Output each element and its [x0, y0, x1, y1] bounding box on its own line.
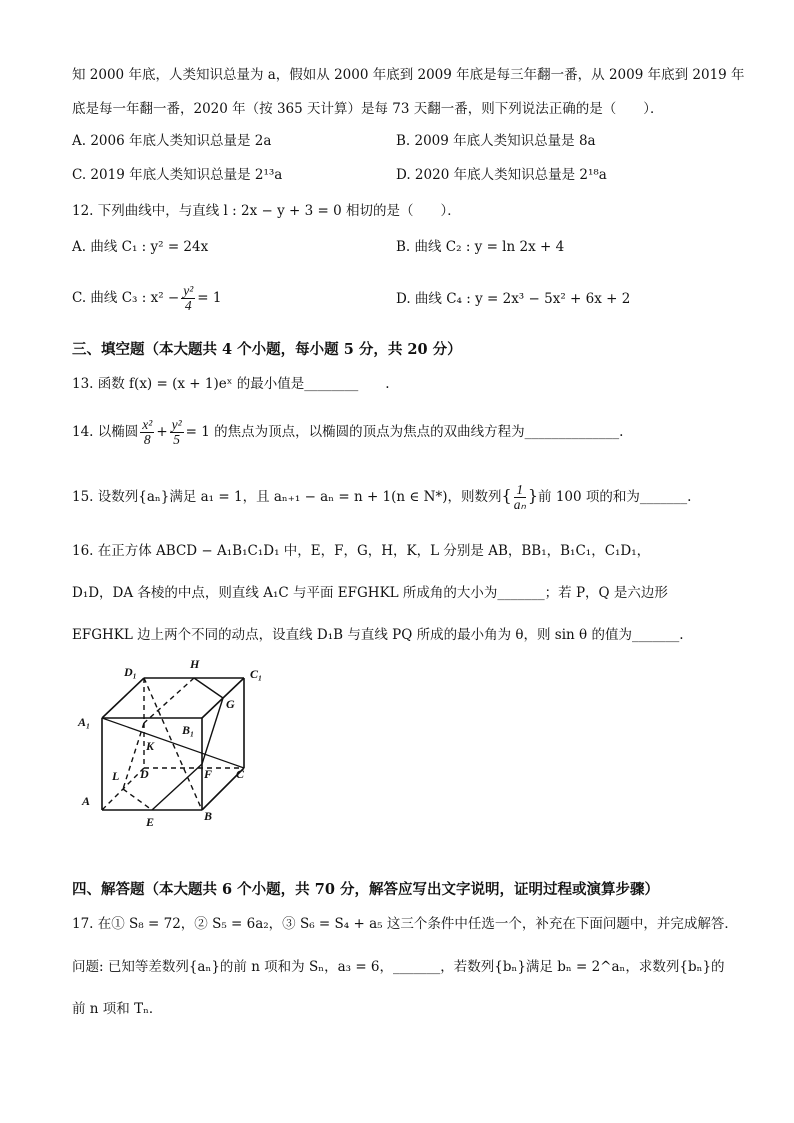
right-brace: }	[527, 486, 539, 505]
q13-text: 13. 函数 f(x) = (x + 1)eˣ 的最小值是________ .	[72, 376, 390, 392]
cube-figure	[72, 650, 282, 835]
label-d1: D₁	[124, 665, 137, 679]
fraction-denominator: aₙ	[513, 497, 526, 512]
q11-stem-line2: 底是每一年翻一番，2020 年（按 365 天计算）是每 73 天翻一番，则下列说法正确的是（ ）．	[72, 101, 664, 117]
q11-option-a: A. 2006 年底人类知识总量是 2a	[72, 133, 272, 149]
q15-prefix: 15. 设数列{aₙ}满足 a₁ = 1，且 aₙ₊₁ − aₙ = n + 1(n ∈ N*)，则数列	[72, 489, 502, 505]
hexagon-edge-h-k	[144, 678, 194, 723]
q11-option-b: B. 2009 年底人类知识总量是 8a	[396, 133, 596, 149]
q14-text	[72, 414, 623, 450]
left-brace: {	[501, 486, 512, 505]
q16-line2: D₁D，DA 各棱的中点，则直线 A₁C 与平面 EFGHKL 所成角的大小为_______；若 P，Q 是六边形	[72, 585, 668, 601]
section-4-heading: 四、解答题（本大题共 6 个小题，共 70 分，解答应写出文字说明，证明过程或演算步骤）	[72, 881, 659, 898]
fraction-numerator: y²	[183, 283, 194, 298]
q11-option-c: C. 2019 年底人类知识总量是 2¹³a	[72, 167, 283, 183]
q12-option-d: D. 曲线 C₄ : y = 2x³ − 5x² + 6x + 2	[396, 291, 631, 307]
label-l: L	[112, 769, 120, 783]
label-c: C	[236, 767, 245, 781]
q12-option-c-suffix: = 1	[197, 290, 222, 306]
hexagon-edge-e-f	[152, 764, 202, 810]
fraction-numerator: x²	[142, 417, 153, 432]
label-b1: B₁	[182, 723, 195, 737]
q17-line3: 前 n 项和 Tₙ．	[72, 1001, 163, 1017]
label-a1: A₁	[78, 715, 91, 729]
q12-option-c	[72, 282, 221, 314]
q11-stem-line1: 知 2000 年底，人类知识总量为 a，假如从 2000 年底到 2009 年底是每三年翻一番，从 2009 年底到 2019 年	[72, 67, 745, 83]
q12-option-c-fraction	[181, 284, 195, 313]
fraction-denominator: 4	[184, 298, 192, 313]
label-g: G	[226, 697, 235, 711]
fraction-numerator: 1	[514, 483, 526, 498]
q16-line1: 16. 在正方体 ABCD − A₁B₁C₁D₁ 中，E，F，G，H，K，L 分别是 AB，BB₁，B₁C₁，C₁D₁，	[72, 543, 651, 559]
q15-suffix: 前 100 项的和为_______.	[538, 489, 692, 505]
fraction-denominator: 8	[143, 432, 151, 447]
label-c1: C₁	[250, 667, 263, 681]
q17-line1: 17. 在① S₈ = 72，② S₅ = 6a₂，③ S₆ = S₄ + a₅ 这三个条件中任选一个，补充在下面问题中，并完成解答．	[72, 916, 738, 932]
q14-fraction-x	[140, 418, 154, 447]
label-a: A	[82, 794, 91, 808]
label-h: H	[190, 657, 200, 671]
section-3-heading: 三、填空题（本大题共 4 个小题，每小题 5 分，共 20 分）	[72, 341, 462, 358]
q12-stem: 12. 下列曲线中，与直线 l : 2x − y + 3 = 0 相切的是（ ）．	[72, 203, 461, 219]
label-k: K	[146, 739, 155, 753]
fraction-numerator: y²	[171, 417, 182, 432]
hexagon-edge-g-h	[194, 678, 223, 698]
q11-option-d: D. 2020 年底人类知识总量是 2¹⁸a	[396, 167, 607, 183]
edge-a1-d1	[102, 678, 144, 718]
diagonal-a1-c	[102, 718, 244, 768]
q16-line3: EFGHKL 边上两个不同的动点，设直线 D₁B 与直线 PQ 所成的最小角为 θ，则 sin θ 的值为_______.	[72, 627, 684, 643]
q15-text	[72, 478, 691, 515]
q14-plus: +	[156, 424, 168, 440]
q15-fraction	[514, 483, 526, 512]
q12-option-a: A. 曲线 C₁ : y² = 24x	[72, 239, 209, 255]
q12-option-b: B. 曲线 C₂ : y = ln 2x + 4	[396, 239, 565, 255]
q17-line2: 问题: 已知等差数列{aₙ}的前 n 项和为 Sₙ，a₃ = 6，_______，若数列{bₙ}满足 bₙ = 2^aₙ，求数列{bₙ}的	[72, 959, 725, 975]
q12-option-c-prefix: C. 曲线 C₃ : x² −	[72, 290, 180, 306]
hexagon-edge-l-e	[123, 789, 152, 810]
label-d: D	[140, 767, 149, 781]
q14-fraction-y	[170, 418, 184, 447]
label-b: B	[204, 809, 213, 823]
q14-suffix: = 1 的焦点为顶点，以椭圆的顶点为焦点的双曲线方程为______________.	[185, 424, 624, 440]
label-e: E	[146, 815, 155, 829]
fraction-denominator: 5	[173, 432, 181, 447]
label-f: F	[204, 767, 213, 781]
q14-prefix: 14. 以椭圆	[72, 424, 139, 440]
